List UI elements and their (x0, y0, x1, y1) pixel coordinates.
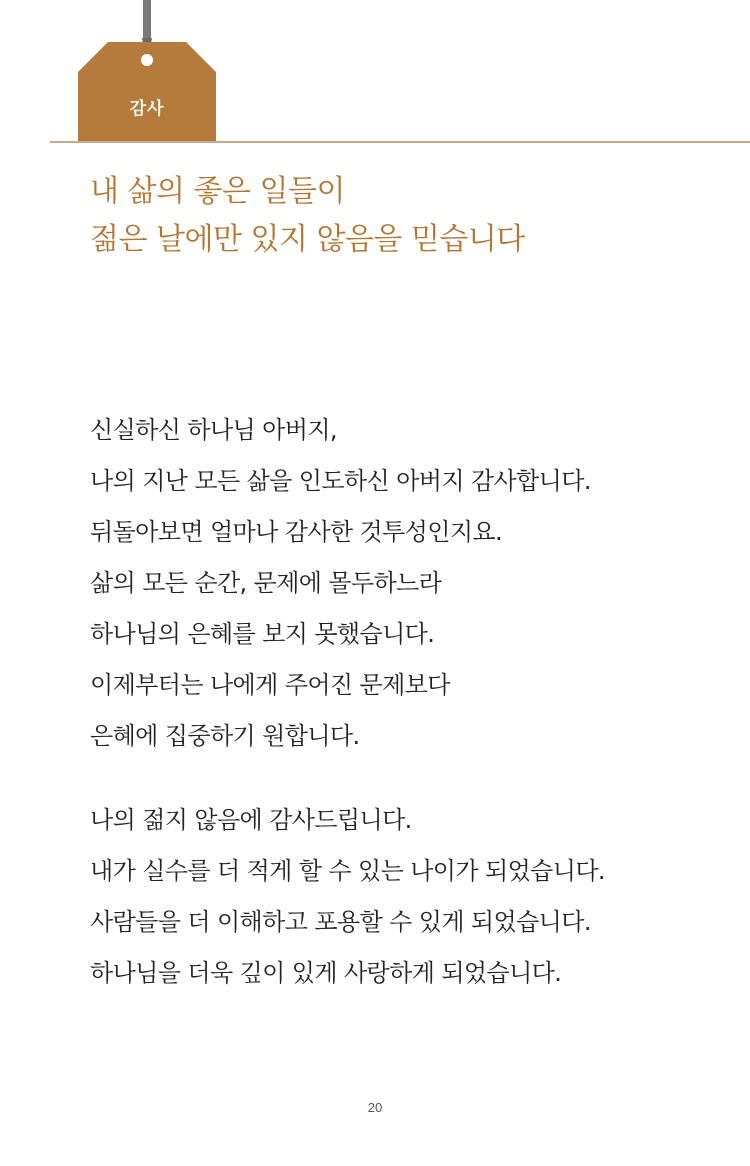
text-line: 사람들을 더 이해하고 포용할 수 있게 되었습니다. (90, 908, 591, 936)
paragraph-2 (90, 795, 605, 999)
text-line: 나의 지난 모든 삶을 인도하신 아버지 감사합니다. (90, 467, 591, 495)
tag-label: 감사 (129, 99, 165, 119)
title-line: 내 삶의 좋은 일들이 (90, 174, 345, 209)
section-tag (78, 0, 216, 142)
text-line: 은혜에 집중하기 원합니다. (90, 722, 360, 750)
text-line: 내가 실수를 더 적게 할 수 있는 나이가 되었습니다. (90, 857, 605, 885)
title-line: 젊은 날에만 있지 않음을 믿습니다 (90, 222, 525, 257)
paragraph-1 (90, 405, 591, 762)
text-line: 삶의 모든 순간, 문제에 몰두하느라 (90, 569, 442, 597)
header-divider (50, 141, 750, 143)
text-line: 뒤돌아보면 얼마나 감사한 것투성인지요. (90, 518, 503, 546)
tag-pin (143, 0, 151, 40)
page-title (90, 168, 525, 264)
text-line: 하나님을 더욱 깊이 있게 사랑하게 되었습니다. (90, 959, 562, 987)
tag-hole (141, 54, 153, 66)
text-line: 이제부터는 나에게 주어진 문제보다 (90, 671, 450, 699)
text-line: 하나님의 은혜를 보지 못했습니다. (90, 620, 435, 648)
tag-shape (78, 0, 216, 142)
page-number: 20 (367, 1100, 383, 1115)
text-line: 신실하신 하나님 아버지, (90, 416, 337, 444)
text-line: 나의 젊지 않음에 감사드립니다. (90, 806, 412, 834)
